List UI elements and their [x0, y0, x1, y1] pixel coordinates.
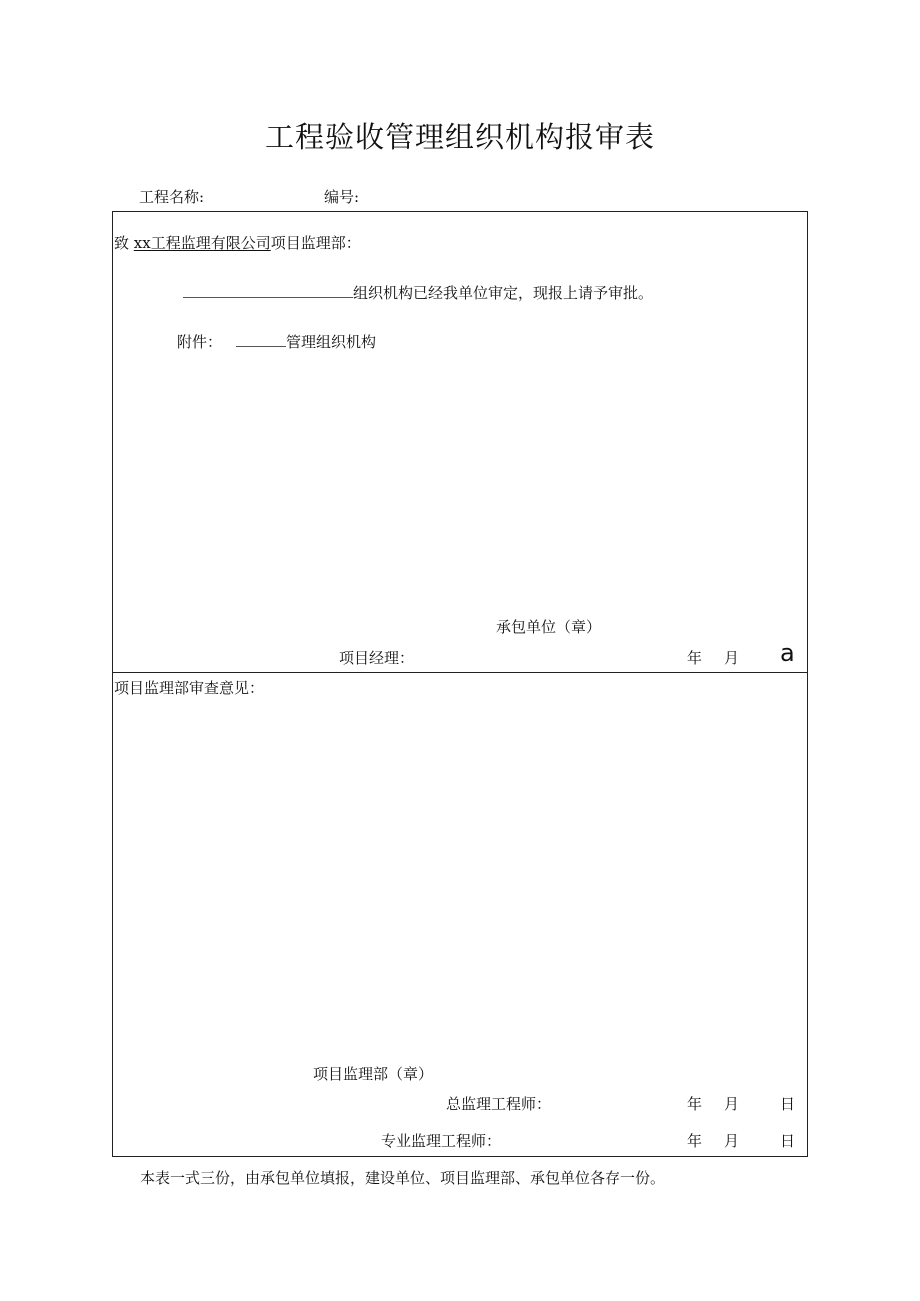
attachment-text: 管理组织机构 [286, 333, 377, 351]
year-label-2: 年 [687, 1095, 703, 1113]
addressee-company: xx工程监理有限公司 [133, 234, 271, 252]
attachment-blank[interactable] [236, 332, 286, 347]
day-label: a [780, 639, 795, 667]
addressee-prefix: 致 [114, 234, 130, 252]
attachment-line [177, 331, 376, 352]
project-name-label: 工程名称: [139, 188, 205, 206]
dept-seal: 项目监理部（章） [313, 1065, 434, 1083]
month-label-2: 月 [724, 1095, 740, 1113]
project-manager-label: 项目经理： [339, 649, 415, 667]
day-label-3: 日 [780, 1132, 796, 1150]
day-label-2: 日 [780, 1095, 796, 1113]
footer-note: 本表一式三份，由承包单位填报，建设单位、项目监理部、承包单位各存一份。 [140, 1169, 666, 1187]
opinion-label: 项目监理部审查意见： [114, 679, 265, 697]
number-label: 编号: [324, 188, 360, 206]
year-label: 年 [687, 649, 703, 667]
month-label: 月 [724, 649, 740, 667]
page-title: 工程验收管理组织机构报审表 [264, 120, 655, 154]
year-label-3: 年 [687, 1132, 703, 1150]
addressee-suffix: 项目监理部： [270, 234, 361, 252]
statement-line [183, 282, 653, 303]
attachment-label: 附件： [177, 333, 223, 351]
section-divider [112, 672, 808, 673]
contractor-seal: 承包单位（章） [496, 618, 602, 636]
chief-engineer-label: 总监理工程师： [446, 1095, 552, 1113]
addressee-line [114, 232, 361, 253]
statement-text: 组织机构已经我单位审定，现报上请予审批。 [353, 284, 654, 302]
specialist-engineer-label: 专业监理工程师： [381, 1132, 502, 1150]
month-label-3: 月 [724, 1132, 740, 1150]
org-name-blank[interactable] [183, 283, 353, 298]
